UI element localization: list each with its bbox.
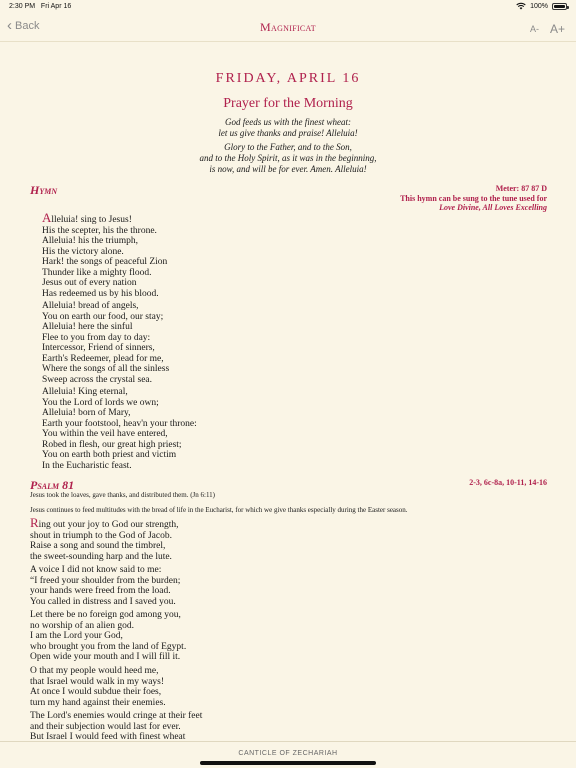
verse-line: At once I would subdue their foes, — [30, 687, 162, 697]
antiphon-line: let us give thanks and praise! Alleluia! — [218, 128, 358, 138]
status-time-date — [9, 3, 71, 10]
verse-line: Thunder like a mighty flood. — [42, 267, 152, 278]
font-size-controls — [530, 22, 565, 36]
verse-line: who brought you from the land of Egypt. — [30, 641, 187, 652]
office-title: Prayer for the Morning — [223, 96, 353, 111]
antiphon-line: God feeds us with the finest wheat: — [225, 117, 351, 127]
reading-content[interactable] — [0, 42, 576, 741]
psalm-intro: Jesus continues to feed multitudes with the bread of life in the Eucharist, for which we give thanks especially during the Easter season. — [30, 506, 408, 514]
verse-line: Hark! the songs of peaceful Zion — [42, 257, 168, 267]
nav-bar — [0, 14, 576, 42]
verse-line: Raise a song and sound the timbrel, — [30, 541, 166, 551]
psalm-stanza-5 — [30, 711, 202, 741]
status-right — [516, 2, 567, 10]
verse-line: You within the veil have entered, — [42, 429, 168, 439]
verse-line: Alleluia! born of Mary, — [42, 408, 131, 418]
verse-line: Sweep across the crystal sea. — [42, 374, 153, 385]
verse-line: Alleluia! King eternal, — [42, 387, 128, 397]
verse-line: Robed in flesh, our great high priest; — [42, 439, 182, 450]
psalm-heading: Psalm 81 — [30, 478, 75, 492]
verse-line: Let there be no foreign god among you, — [30, 610, 181, 620]
verse-line: no worship of an alien god. — [30, 620, 134, 631]
verse-line: A voice I did not know said to me: — [30, 565, 162, 575]
hymn-tune-name: Love Divine, All Loves Excelling — [439, 203, 547, 212]
status-time: 2:30 PM — [9, 3, 36, 10]
drop-cap: A — [42, 210, 52, 225]
hymn-stanza-3 — [42, 387, 197, 471]
verse-line: and their subjection would last for ever. — [30, 721, 181, 732]
next-section-label: CANTICLE OF ZECHARIAH — [238, 750, 338, 757]
drop-cap: R — [30, 515, 39, 530]
psalm-verses-ref: 2-3, 6c-8a, 10-11, 14-16 — [469, 478, 547, 487]
verse-line: shout in triumph to the God of Jacob. — [30, 530, 172, 541]
hymn-stanza-2 — [42, 301, 169, 385]
verse-line: “I freed your shoulder from the burden; — [30, 575, 181, 586]
psalm-stanza-3 — [30, 610, 186, 663]
verse-text: ing out your joy to God our strength, — [38, 520, 179, 530]
magnificat-logo: Magnificat — [260, 20, 316, 34]
verse-line: your hands were freed from the load. — [30, 586, 171, 596]
verse-text: lleluia! sing to Jesus! — [51, 215, 132, 225]
verse-line: His the scepter, his the throne. — [42, 225, 157, 236]
verse-line: Earth your footstool, heav'n your throne: — [42, 418, 197, 429]
verse-line: the sweet-sounding harp and the lute. — [30, 551, 172, 562]
status-date: Fri Apr 16 — [40, 3, 72, 10]
decrease-font-button[interactable]: A- — [529, 24, 539, 34]
psalm-stanza-2 — [30, 565, 180, 607]
increase-font-button[interactable]: A+ — [549, 22, 565, 36]
verse-line: Jesus out of every nation — [42, 278, 137, 288]
psalm-stanza-4 — [30, 666, 166, 708]
glory-line: Glory to the Father, and to the Son, — [224, 142, 352, 152]
glory-be — [0, 142, 576, 175]
verse-line: I am the Lord your God, — [30, 631, 123, 641]
psalm-stanza-1 — [30, 515, 179, 562]
verse-line: Alleluia! bread of angels, — [42, 301, 139, 311]
hymn-meta — [400, 184, 547, 213]
glory-line: is now, and will be for ever. Amen. Alleluia! — [209, 164, 367, 174]
verse-line: Alleluia! here the sinful — [42, 322, 133, 332]
battery-icon — [552, 3, 567, 10]
verse-line: Open wide your mouth and I will fill it. — [30, 652, 181, 662]
verse-line — [42, 210, 167, 226]
verse-line: Where the songs of all the sinless — [42, 364, 170, 374]
verse-line: His the victory alone. — [42, 246, 124, 257]
verse-line: turn my hand against their enemies. — [30, 697, 166, 708]
verse-line: You called in distress and I saved you. — [30, 596, 176, 607]
verse-line: You the Lord of lords we own; — [42, 397, 159, 408]
verse-line: The Lord's enemies would cringe at their feet — [30, 711, 203, 721]
verse-line: But Israel I would feed with finest wheat — [30, 732, 186, 741]
verse-line: that Israel would walk in my ways! — [30, 676, 165, 687]
home-indicator[interactable] — [200, 761, 376, 765]
wifi-icon — [516, 2, 526, 10]
hymn-meter: Meter: 87 87 D — [495, 184, 547, 193]
hymn-heading: Hymn — [30, 183, 58, 197]
verse-line: Flee to you from day to day: — [42, 332, 151, 343]
opening-antiphon — [0, 117, 576, 139]
glory-line: and to the Holy Spirit, as it was in the beginning, — [199, 153, 377, 163]
chevron-left-icon: ‹ — [7, 17, 12, 34]
verse-line: Earth's Redeemer, plead for me, — [42, 353, 164, 364]
battery-percent: 100% — [530, 2, 548, 10]
verse-line: O that my people would heed me, — [30, 666, 159, 676]
verse-line: Intercessor, Friend of sinners, — [42, 343, 155, 353]
back-label: Back — [15, 20, 40, 32]
hymn-tune-note: This hymn can be sung to the tune used for — [400, 193, 547, 203]
verse-line: Has redeemed us by his blood. — [42, 288, 159, 299]
verse-line: You on earth both priest and victim — [42, 450, 177, 460]
page-date: FRIDAY, APRIL 16 — [215, 71, 361, 86]
verse-line: You on earth our food, our stay; — [42, 311, 164, 322]
psalm-antiphon: Jesus took the loaves, gave thanks, and distributed them. (Jn 6:11) — [30, 491, 216, 499]
verse-line — [30, 515, 179, 531]
verse-line: Alleluia! his the triumph, — [42, 236, 139, 246]
status-bar — [0, 0, 576, 14]
verse-line: In the Eucharistic feast. — [42, 460, 132, 471]
hymn-stanza-1 — [42, 210, 168, 299]
